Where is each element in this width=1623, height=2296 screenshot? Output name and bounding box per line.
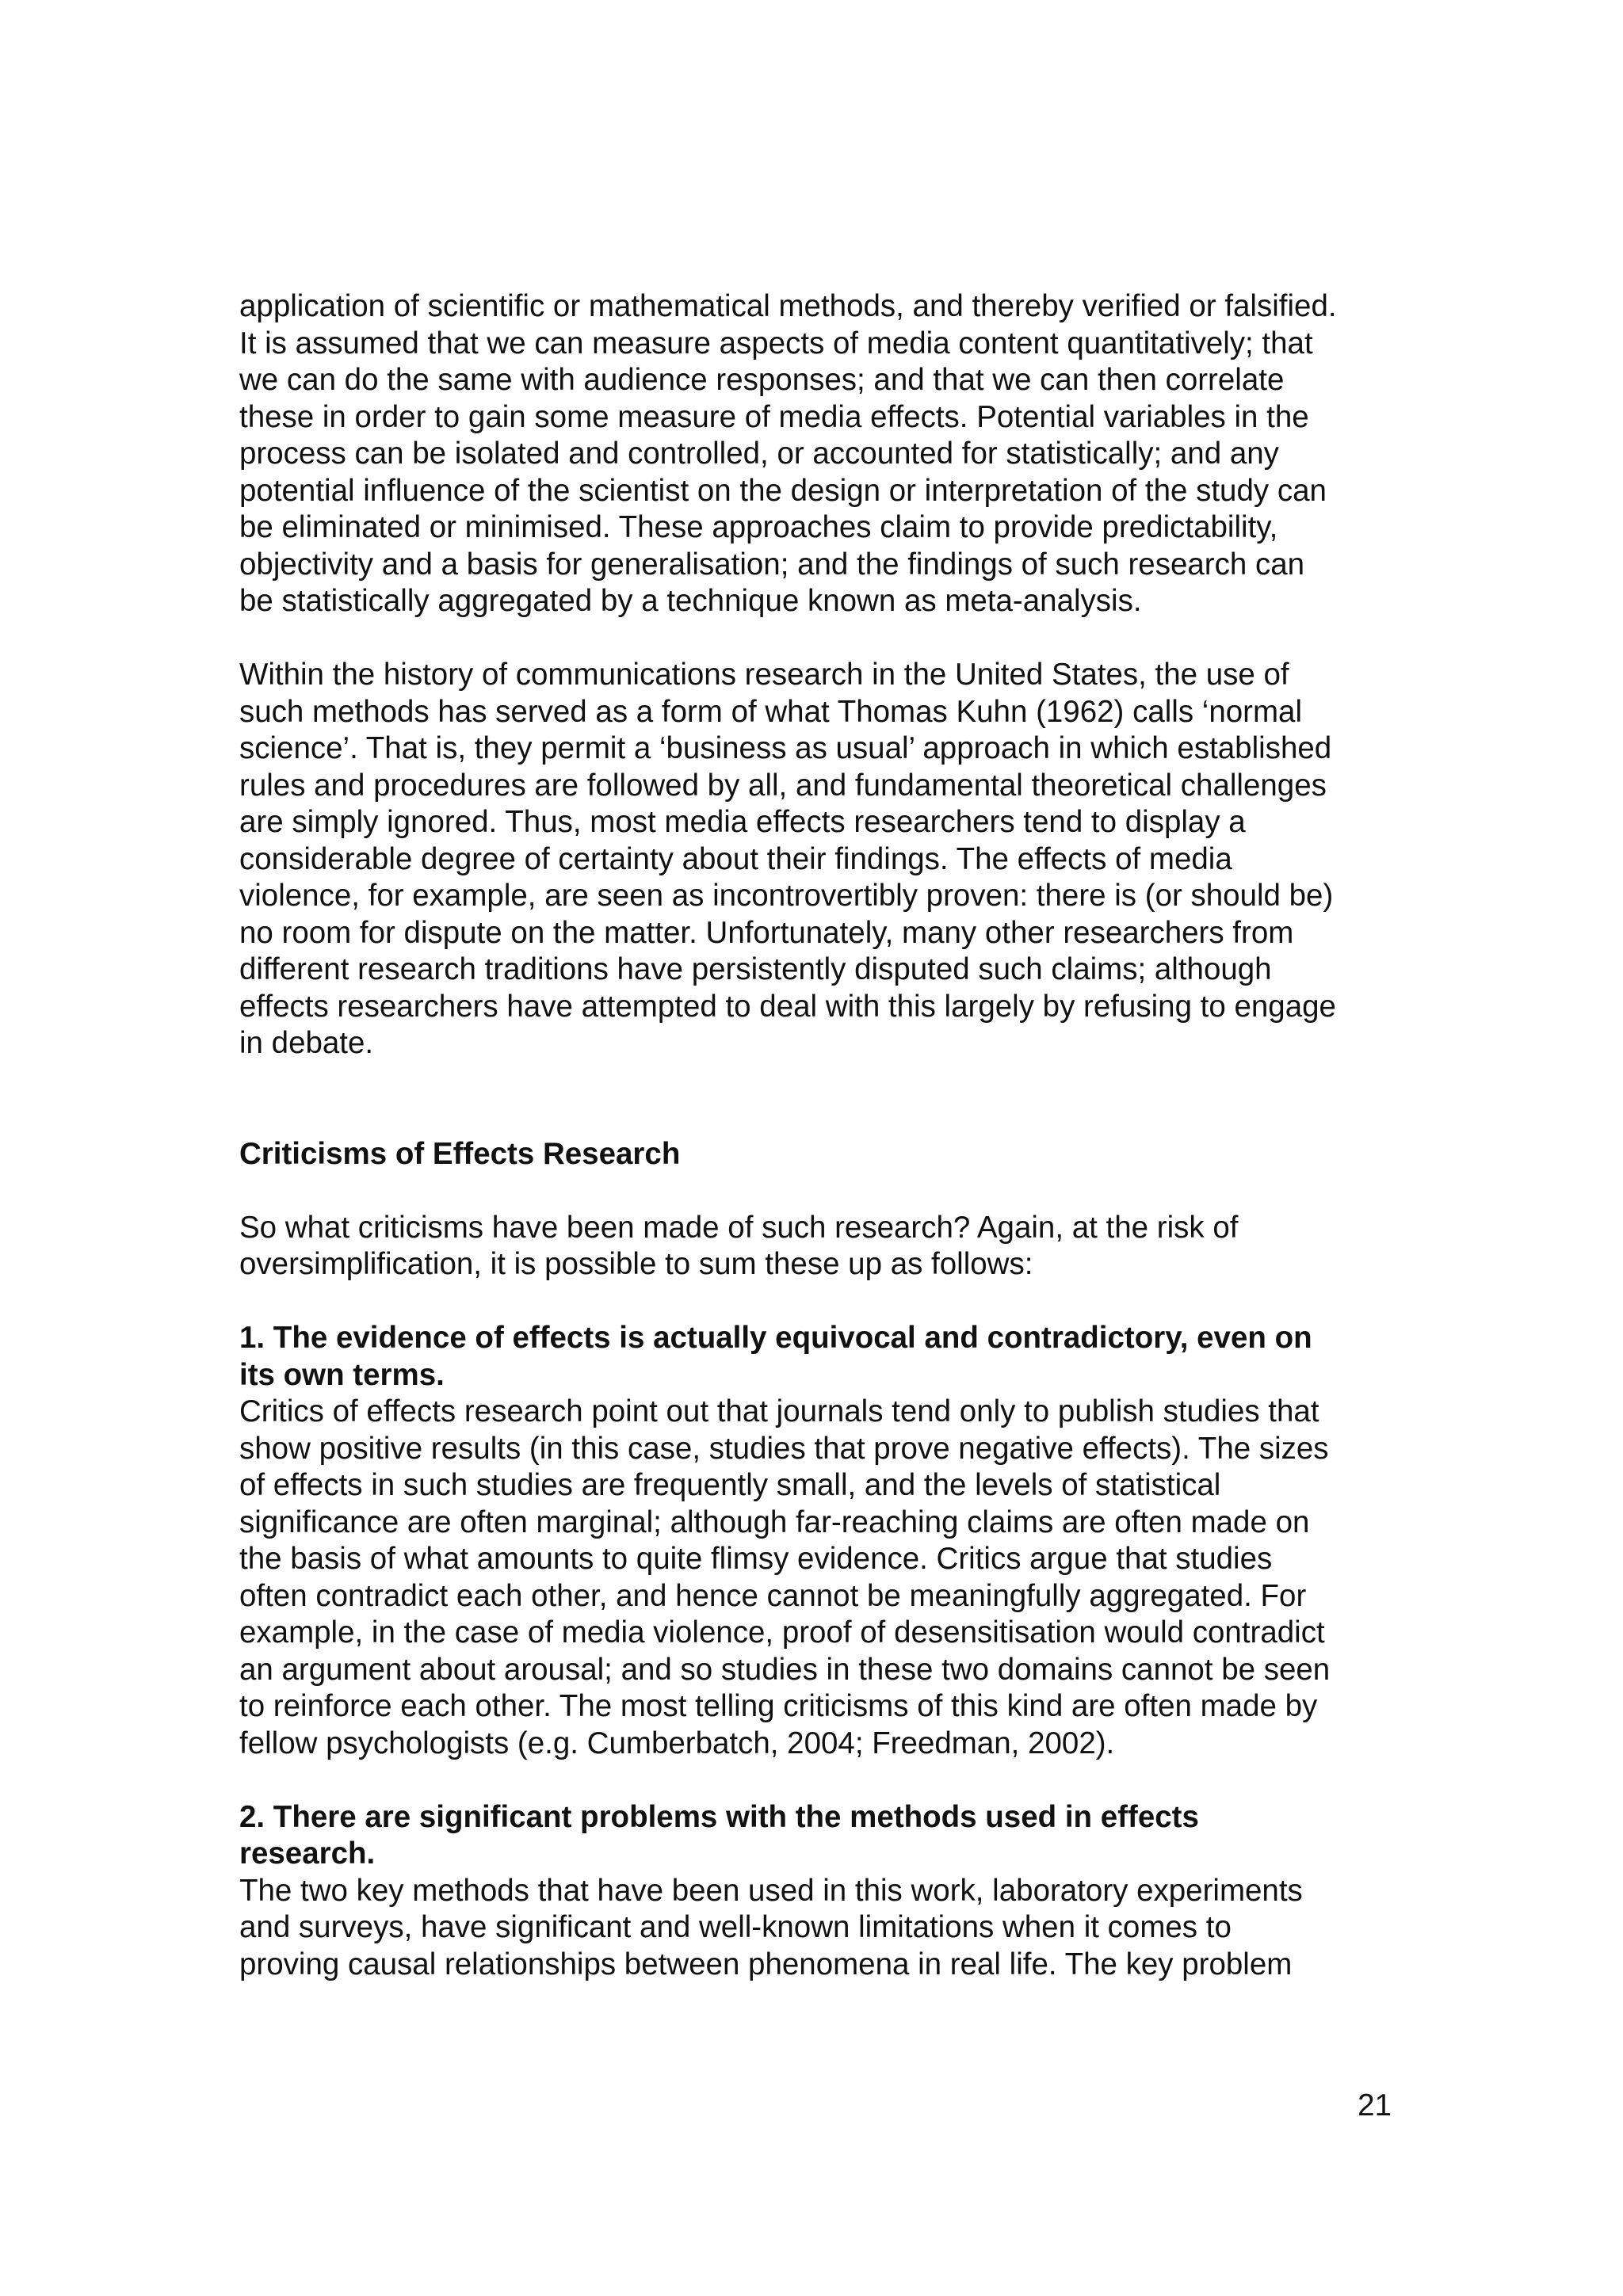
point-1-title: 1. The evidence of effects is actually equivocal and contradictory, even on its own terms. [239, 1321, 1312, 1392]
point-2-title: 2. There are significant problems with the methods used in effects research. [239, 1799, 1199, 1871]
page-body [239, 288, 1396, 1983]
paragraph-normal-science: Within the history of communications research in the United States, the use of such methods has served as a form of what Thomas Kuhn (1962) calls ‘normal science’. That is, they permit a ‘business as usual’ approach in which established rules and procedures are followed by all, and fundamental theoretical challenges are simply ignored. Thus, most media effects researchers tend to display a considerable degree of certainty about their findings. The effects of media violence, for example, are seen as incontrovertibly proven: there is (or should be) no room for dispute on the matter. Unfortunately, many other researchers from different research traditions have persistently disputed such claims; although effects researchers have attempted to deal with this largely by refusing to engage in debate. [239, 658, 1336, 1060]
paragraph-methods: application of scientific or mathematical methods, and thereby verified or falsified. It is assumed that we can measure aspects of media content quantitatively; that we can do the same with audience responses; and that we can then correlate these in order to gain some measure of media effects. Potential variables in the process can be isolated and controlled, or accounted for statistically; and any potential influence of the scientist on the design or interpretation of the study can be eliminated or minimised. These approaches claim to provide predictability, objectivity and a basis for generalisation; and the findings of such research can be statistically aggregated by a technique known as meta-analysis. [239, 289, 1337, 618]
section-heading: Criticisms of Effects Research [239, 1136, 681, 1171]
point-1-body: Critics of effects research point out that journals tend only to publish studies that show positive results (in this case, studies that prove negative effects). The sizes of effects in such studies are frequently small, and the levels of statistical significance are often marginal; although far-reaching claims are often made on the basis of what amounts to quite flimsy evidence. Critics argue that studies often contradict each other, and hence cannot be meaningfully aggregated. For example, in the case of media violence, proof of desensitisation would contradict an argument about arousal; and so studies in these two domains cannot be seen to reinforce each other. The most telling criticisms of this kind are often made by fellow psychologists (e.g. Cumberbatch, 2004; Freedman, 2002). [239, 1394, 1331, 1760]
paragraph-criticisms-intro: So what criticisms have been made of such research? Again, at the risk of oversimplification, it is possible to sum these up as follows: [239, 1210, 1239, 1281]
page-number: 21 [1358, 2088, 1392, 2122]
point-2-body: The two key methods that have been used in this work, laboratory experiments and surveys, have significant and well-known limitations when it comes to proving causal relationships between phenomena in real life. The key problem [239, 1873, 1303, 1981]
